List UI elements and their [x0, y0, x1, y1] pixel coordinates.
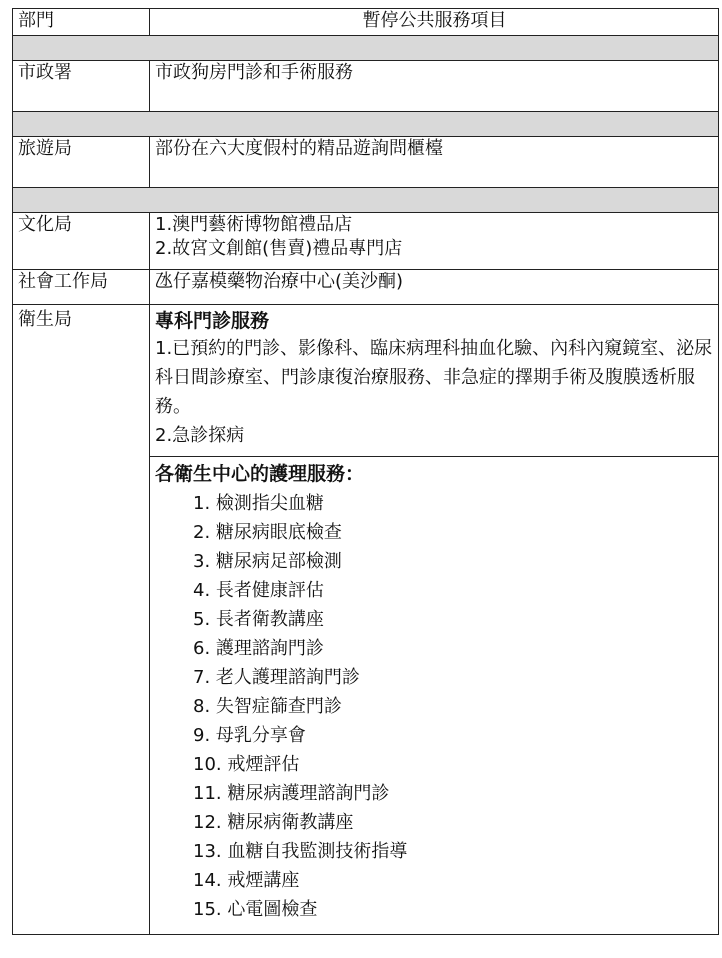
- table-header-row: [13, 9, 719, 36]
- dept-cell: 衛生局: [13, 305, 150, 935]
- list-item: 9. 母乳分享會: [193, 725, 306, 746]
- header-department: 部門: [13, 9, 150, 36]
- nursing-list: [155, 489, 714, 924]
- table-row: [13, 137, 719, 188]
- service-cell: [150, 457, 719, 935]
- service-cell: 部份在六大度假村的精品遊詢問櫃檯: [150, 137, 719, 188]
- list-item: 8. 失智症篩查門診: [193, 696, 342, 717]
- service-cell: 市政狗房門診和手術服務: [150, 61, 719, 112]
- list-item: 4. 長者健康評估: [193, 580, 324, 601]
- list-item: 15. 心電圖檢查: [193, 899, 318, 920]
- list-item: 12. 糖尿病衛教講座: [193, 812, 354, 833]
- table-row: [13, 213, 719, 270]
- dept-cell: 旅遊局: [13, 137, 150, 188]
- list-item: 6. 護理諮詢門診: [193, 638, 324, 659]
- list-item: 3. 糖尿病足部檢測: [193, 551, 342, 572]
- service-cell: [150, 305, 719, 457]
- separator-row: [13, 188, 719, 213]
- list-item: 13. 血糖自我監測技術指導: [193, 841, 408, 862]
- separator-row: [13, 112, 719, 137]
- dept-cell: 社會工作局: [13, 270, 150, 305]
- nursing-heading: 各衛生中心的護理服務：: [155, 463, 365, 485]
- dept-cell: 文化局: [13, 213, 150, 270]
- list-item: 7. 老人護理諮詢門診: [193, 667, 360, 688]
- specialist-heading: 專科門診服務: [155, 310, 270, 332]
- header-services: 暫停公共服務項目: [150, 9, 719, 36]
- list-item: 2.急診探病: [155, 425, 245, 446]
- list-item: 5. 長者衛教講座: [193, 609, 324, 630]
- service-cell: 氹仔嘉模藥物治療中心(美沙酮): [150, 270, 719, 305]
- table-row: [13, 305, 719, 457]
- list-item: 1.澳門藝術博物館禮品店: [155, 214, 353, 235]
- list-item: 2. 糖尿病眼底檢查: [193, 522, 342, 543]
- service-cell: [150, 213, 719, 270]
- table-row: [13, 270, 719, 305]
- dept-cell: 市政署: [13, 61, 150, 112]
- list-item: 14. 戒煙講座: [193, 870, 300, 891]
- list-item: 2.故宮文創館(售賣)禮品專門店: [155, 238, 403, 259]
- table-row: [13, 61, 719, 112]
- list-item: 1. 檢測指尖血糖: [193, 493, 324, 514]
- list-item: 11. 糖尿病護理諮詢門診: [193, 783, 390, 804]
- separator-row: [13, 36, 719, 61]
- list-item: 1.已預約的門診、影像科、臨床病理科抽血化驗、內科內窺鏡室、泌尿科日間診療室、門診康復治療服務、非急症的擇期手術及腹膜透析服務。: [155, 338, 713, 417]
- suspended-services-table: [12, 8, 719, 935]
- list-item: 10. 戒煙評估: [193, 754, 300, 775]
